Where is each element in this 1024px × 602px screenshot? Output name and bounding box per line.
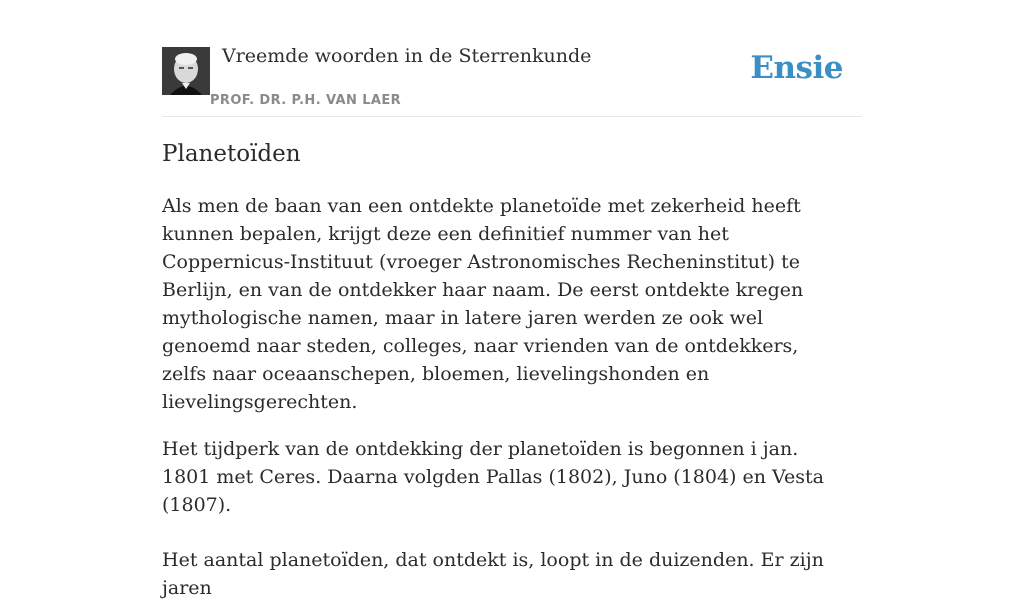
author-portrait-icon <box>162 47 210 95</box>
article-title: Planetoïden <box>162 141 301 167</box>
article-paragraph: Als men de baan van een ontdekte planetoïde met zekerheid heeft kunnen bepalen, krijgt deze een definitief nummer van het Coppernicus-Instituut (vroeger Astronomisches Recheninstitut) te Berlijn, en van de ontdekker haar naam. De eerst ontdekte kregen mythologische namen, maar in latere jaren werden ze ook wel genoemd naar steden, colleges, naar vrienden van de ontdekkers, zelfs naar oceaanschepen, bloemen, lievelingshonden en lievelingsgerechten. <box>162 195 804 413</box>
article <box>162 138 842 602</box>
article-paragraph: Het tijdperk van de ontdekking der planetoïden is begonnen i jan. 1801 met Ceres. Daarna volgden Pallas (1802), Juno (1804) en Vesta (1807). <box>162 438 824 516</box>
article-paragraph: Het aantal planetoïden, dat ontdekt is, loopt in de duizenden. Er zijn jaren <box>162 549 824 599</box>
ensie-logo[interactable]: Ensie <box>750 50 843 86</box>
header <box>162 0 862 117</box>
book-title[interactable]: Vreemde woorden in de Sterrenkunde <box>222 45 592 67</box>
author-name[interactable]: PROF. DR. P.H. VAN LAER <box>210 93 402 108</box>
author-avatar[interactable] <box>162 47 210 95</box>
